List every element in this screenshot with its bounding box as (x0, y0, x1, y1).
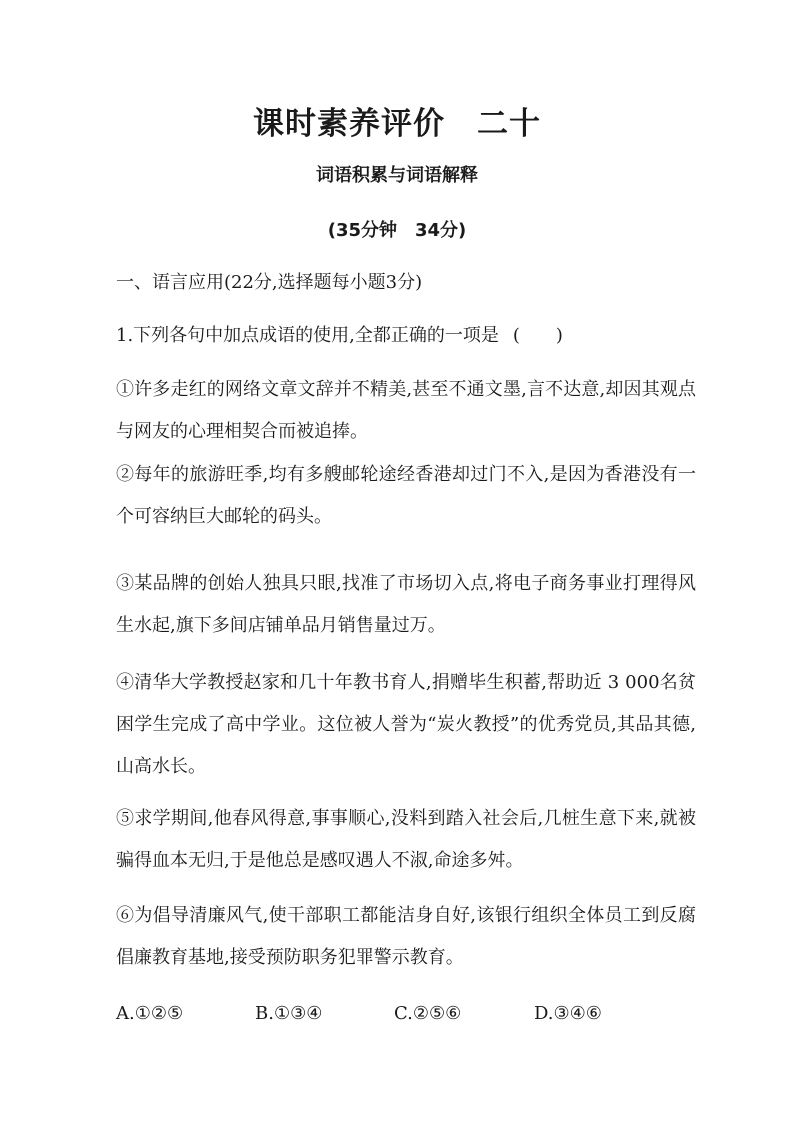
page-title: 课时素养评价 二十 (253, 106, 541, 142)
question-stem-text: 1.下列各句中加点成语的使用,全都正确的一项是 (116, 325, 499, 346)
sentence-item-2: ②每年的旅游旺季,均有多艘邮轮途经香港却过门不入,是因为香港没有一个可容纳巨大邮轮的码头。 (116, 464, 696, 527)
option-b: B.①③④ (255, 1003, 323, 1024)
sentence-item-4: ④清华大学教授赵家和几十年教书育人,捐赠毕生积蓄,帮助近 3 000名贫困学生完成了高中学业。这位被人誉为“炭火教授”的优秀党员,其品其德,山高水长。 (116, 672, 696, 777)
sentence-item-6: ⑥为倡导清廉风气,使干部职工都能洁身自好,该银行组织全体员工到反腐倡廉教育基地,接受预防职务犯罪警示教育。 (116, 905, 696, 968)
section-heading: 一、语言应用(22分,选择题每小题3分) (116, 272, 423, 293)
answer-blank: ( ) (512, 325, 563, 346)
option-d: D.③④⑥ (534, 1003, 602, 1024)
time-and-score: (35分钟 34分) (327, 220, 467, 241)
option-a: A.①②⑤ (116, 1003, 184, 1024)
question-stem (116, 315, 563, 357)
sentence-item-3: ③某品牌的创始人独具只眼,找准了市场切入点,将电子商务事业打理得风生水起,旗下多间店铺单品月销售量过万。 (116, 573, 696, 636)
page-subtitle: 词语积累与词语解释 (316, 165, 478, 186)
sentence-item-1: ①许多走红的网络文章文辞并不精美,甚至不通文墨,言不达意,却因其观点与网友的心理相契合而被追捧。 (116, 379, 696, 442)
option-c: C.②⑤⑥ (394, 1003, 462, 1024)
sentence-item-5: ⑤求学期间,他春风得意,事事顺心,没料到踏入社会后,几桩生意下来,就被骗得血本无归,于是他总是感叹遇人不淑,命途多舛。 (116, 808, 696, 871)
